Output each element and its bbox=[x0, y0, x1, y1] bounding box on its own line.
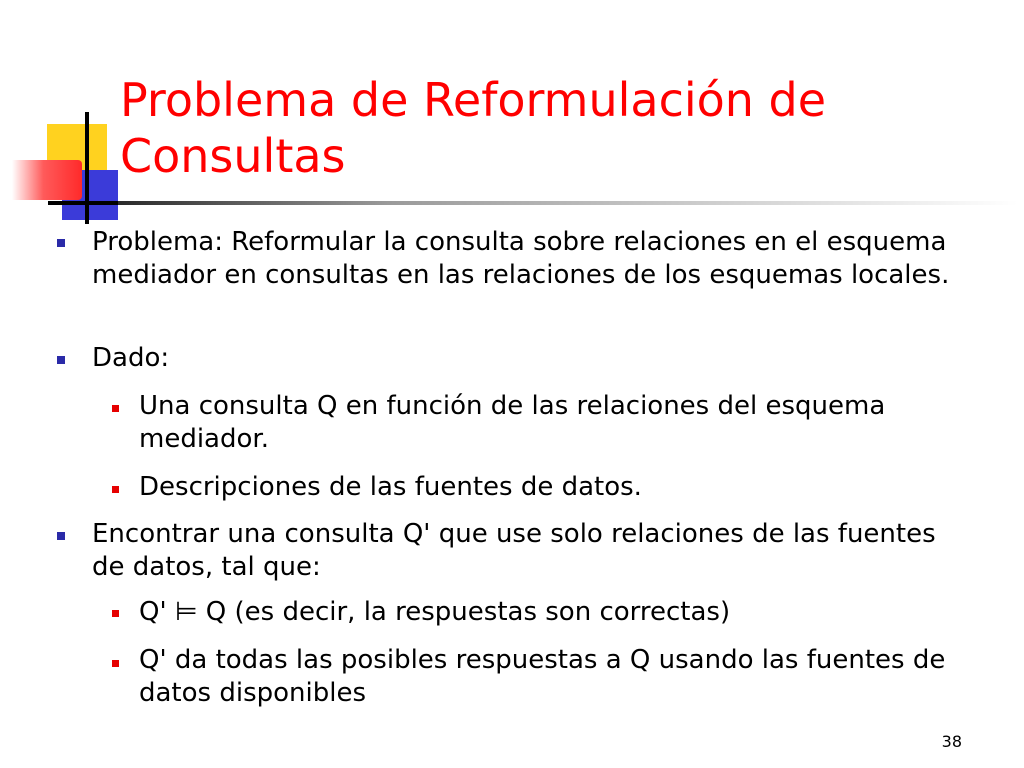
sub-bullet-marker bbox=[112, 405, 119, 412]
bullet-item: Problema: Reformular la consulta sobre relaciones en el esquema mediador en consultas en las relaciones de los esquemas locales. bbox=[92, 227, 950, 290]
sub-bullet-item: Q' da todas las posibles respuestas a Q usando las fuentes de datos disponibles bbox=[139, 645, 946, 708]
bullet-item: Encontrar una consulta Q' que use solo relaciones de las fuentes de datos, tal que: bbox=[92, 519, 936, 582]
sub-bullet-marker bbox=[112, 486, 119, 493]
decorative-red-gradient-bar bbox=[12, 160, 82, 200]
bullet-item: Dado: bbox=[92, 343, 170, 373]
slide-number: 38 bbox=[941, 732, 962, 751]
sub-bullet-item: Descripciones de las fuentes de datos. bbox=[139, 472, 642, 502]
sub-bullet-item: Una consulta Q en función de las relaciones del esquema mediador. bbox=[139, 391, 886, 454]
slide-title: Problema de Reformulación de Consultas bbox=[120, 73, 827, 183]
sub-bullet-marker bbox=[112, 610, 119, 617]
sub-bullet-item: Q' ⊨ Q (es decir, la respuestas son correctas) bbox=[139, 597, 731, 627]
bullet-marker bbox=[57, 239, 65, 247]
decorative-horizontal-line bbox=[48, 201, 118, 205]
title-underline bbox=[118, 201, 1018, 205]
sub-bullet-marker bbox=[112, 660, 119, 667]
bullet-marker bbox=[57, 532, 65, 540]
bullet-marker bbox=[57, 356, 65, 364]
decorative-vertical-line bbox=[85, 112, 89, 224]
